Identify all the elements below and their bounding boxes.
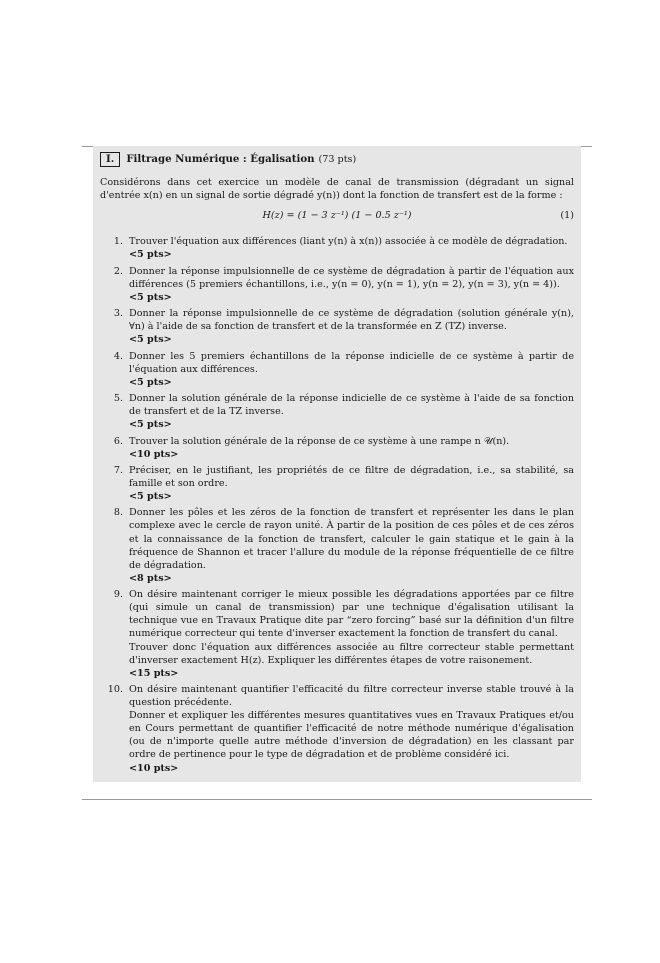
question-text: Donner la réponse impulsionnelle de ce système de dégradation (solution générale y(n), ∀n) à l'aide de sa fonction de transfert et de la transformée en Z (TZ) inverse. <box>129 308 574 333</box>
question-item <box>100 683 574 775</box>
question-item <box>100 588 574 680</box>
question-points: <5 pts> <box>129 376 172 388</box>
question-body <box>129 350 574 389</box>
question-points: <10 pts> <box>129 762 179 774</box>
question-points: <8 pts> <box>129 572 172 584</box>
question-body <box>129 435 574 461</box>
question-item <box>100 350 574 389</box>
question-body <box>129 683 574 775</box>
question-points: <15 pts> <box>129 667 179 679</box>
question-points: <10 pts> <box>129 448 179 460</box>
question-text: Trouver la solution générale de la réponse de ce système à une rampe n 𝒰(n). <box>129 435 510 447</box>
question-points: <5 pts> <box>129 334 172 346</box>
question-number: 9. <box>113 589 123 601</box>
question-body <box>129 588 574 680</box>
question-points: <5 pts> <box>129 491 172 503</box>
question-item <box>100 392 574 431</box>
question-body <box>129 464 574 503</box>
exercise-number: I. <box>100 152 120 167</box>
question-item <box>100 265 574 304</box>
transfer-function-equation: H(z) = (1 − 3 z⁻¹) (1 − 0.5 z⁻¹) <box>262 210 412 222</box>
question-text: On désire maintenant quantifier l'efficacité du filtre correcteur inverse stable trouvé à la question précédente. <box>129 683 574 709</box>
question-body <box>129 307 574 346</box>
question-body <box>129 265 574 304</box>
question-item <box>100 506 574 585</box>
exercise-panel <box>93 146 581 782</box>
question-text: Donner la solution générale de la réponse indicielle de ce système à l'aide de sa fonction de transfert et de la TZ inverse. <box>129 393 574 418</box>
exercise-title: Filtrage Numérique : Égalisation <box>126 153 315 165</box>
question-text: Donner les 5 premiers échantillons de la réponse indicielle de ce système à partir de l'équation aux différences. <box>129 350 574 375</box>
equation-number: (1) <box>560 210 574 222</box>
question-text: Trouver l'équation aux différences (liant y(n) à x(n)) associée à ce modèle de dégradation. <box>129 236 568 248</box>
question-list <box>100 235 574 774</box>
question-text: Trouver donc l'équation aux différences associée au filtre correcteur stable permettant d'inverser exactement H(z). Expliquer les différentes étapes de votre raisonement. <box>129 641 574 666</box>
question-number: 10. <box>107 683 123 695</box>
question-item <box>100 464 574 503</box>
question-item <box>100 235 574 261</box>
intro-paragraph: Considérons dans cet exercice un modèle de canal de transmission (dégradant un signal d'entrée x(n) en un signal de sortie dégradé y(n)) dont la fonction de transfert est de la forme : <box>100 177 574 202</box>
question-number: 7. <box>113 464 123 476</box>
question-item <box>100 435 574 461</box>
question-number: 3. <box>113 308 123 320</box>
question-text: Donner et expliquer les différentes mesures quantitatives vues en Travaux Pratiques et/ou en Cours permettant de quantifier l'efficacité de notre méthode numérique d'égalisation (ou de n'importe quelle autre méthode d'inversion de dégradation) en les classant par ordre de pertinence pour le type de dégradation et de problème considéré ici. <box>129 710 574 761</box>
question-number: 1. <box>113 236 123 248</box>
question-number: 6. <box>113 435 123 447</box>
question-number: 8. <box>113 507 123 519</box>
question-points: <5 pts> <box>129 249 172 261</box>
exercise-points: (73 pts) <box>318 154 357 165</box>
question-item <box>100 307 574 346</box>
question-points: <5 pts> <box>129 419 172 431</box>
question-number: 4. <box>113 350 123 362</box>
question-text: Donner la réponse impulsionnelle de ce système de dégradation à partir de l'équation aux différences (5 premiers échantillons, i.e., y(n = 0), y(n = 1), y(n = 2), y(n = 3), y(n = 4)). <box>129 265 574 290</box>
question-body <box>129 506 574 585</box>
question-body <box>129 392 574 431</box>
question-text: Donner les pôles et les zéros de la fonction de transfert et représenter les dans le plan complexe avec le cercle de rayon unité. À partir de la position de ces pôles et de ces zéros et la connaissance de la fonction de transfert, calculer le gain statique et le gain à la fréquence de Shannon et tracer l'allure du module de la réponse fréquentielle de ce filtre de dégradation. <box>129 507 574 571</box>
equation-row <box>100 209 574 229</box>
question-text: Préciser, en le justifiant, les propriétés de ce filtre de dégradation, i.e., sa stabilité, sa famille et son ordre. <box>129 464 574 489</box>
bottom-rule <box>82 799 592 800</box>
question-text: On désire maintenant corriger le mieux possible les dégradations apportées par ce filtre (qui simule un canal de transmission) par une technique d'égalisation utilisant la technique vue en Travaux Pratique dite par “zero forcing” basé sur la définition d'un filtre numérique correcteur qui tente d'inverser exactement la fonction de transfert du canal. <box>129 589 574 640</box>
question-number: 2. <box>113 265 123 277</box>
exercise-header <box>100 152 574 167</box>
question-points: <5 pts> <box>129 291 172 303</box>
question-body <box>129 235 574 261</box>
question-number: 5. <box>113 393 123 405</box>
